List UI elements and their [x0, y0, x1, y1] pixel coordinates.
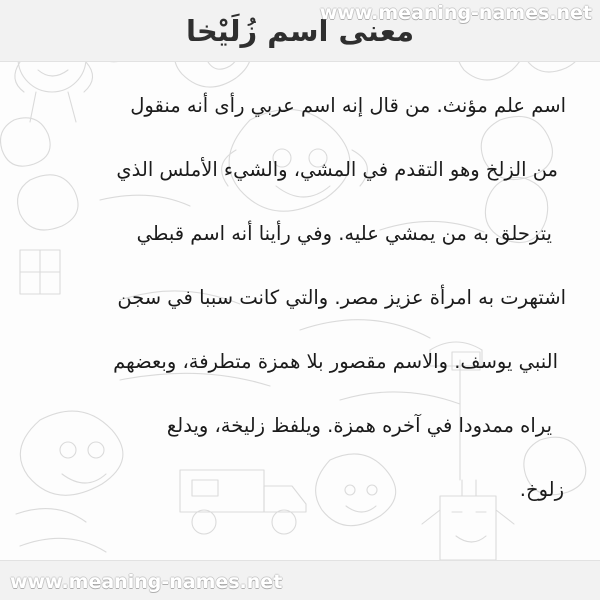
text-line: النبي يوسف. والاسم مقصور بلا همزة متطرفة، وبعضهم — [113, 350, 558, 373]
text-line: من الزلخ وهو التقدم في المشي، والشيء الأملس الذي — [116, 158, 558, 181]
watermark-bottom: www.meaning-names.net — [10, 571, 283, 593]
text-line: زلوخ. — [519, 478, 564, 501]
article-body — [0, 74, 600, 544]
text-line: اشتهرت به امرأة عزيز مصر. والتي كانت سببا في سجن — [117, 286, 566, 309]
text-line: يراه ممدودا في آخره همزة. ويلفظ زليخة، ويدلع — [166, 414, 552, 437]
page-title: معنى اسم زُلَيْخا — [185, 14, 415, 48]
watermark-top: www.meaning-names.net — [319, 2, 592, 24]
text-line: اسم علم مؤنث. من قال إنه اسم عربي رأى أنه منقول — [130, 94, 566, 117]
text-line: يتزحلق به من يمشي عليه. وفي رأينا أنه اسم قبطي — [136, 222, 552, 245]
